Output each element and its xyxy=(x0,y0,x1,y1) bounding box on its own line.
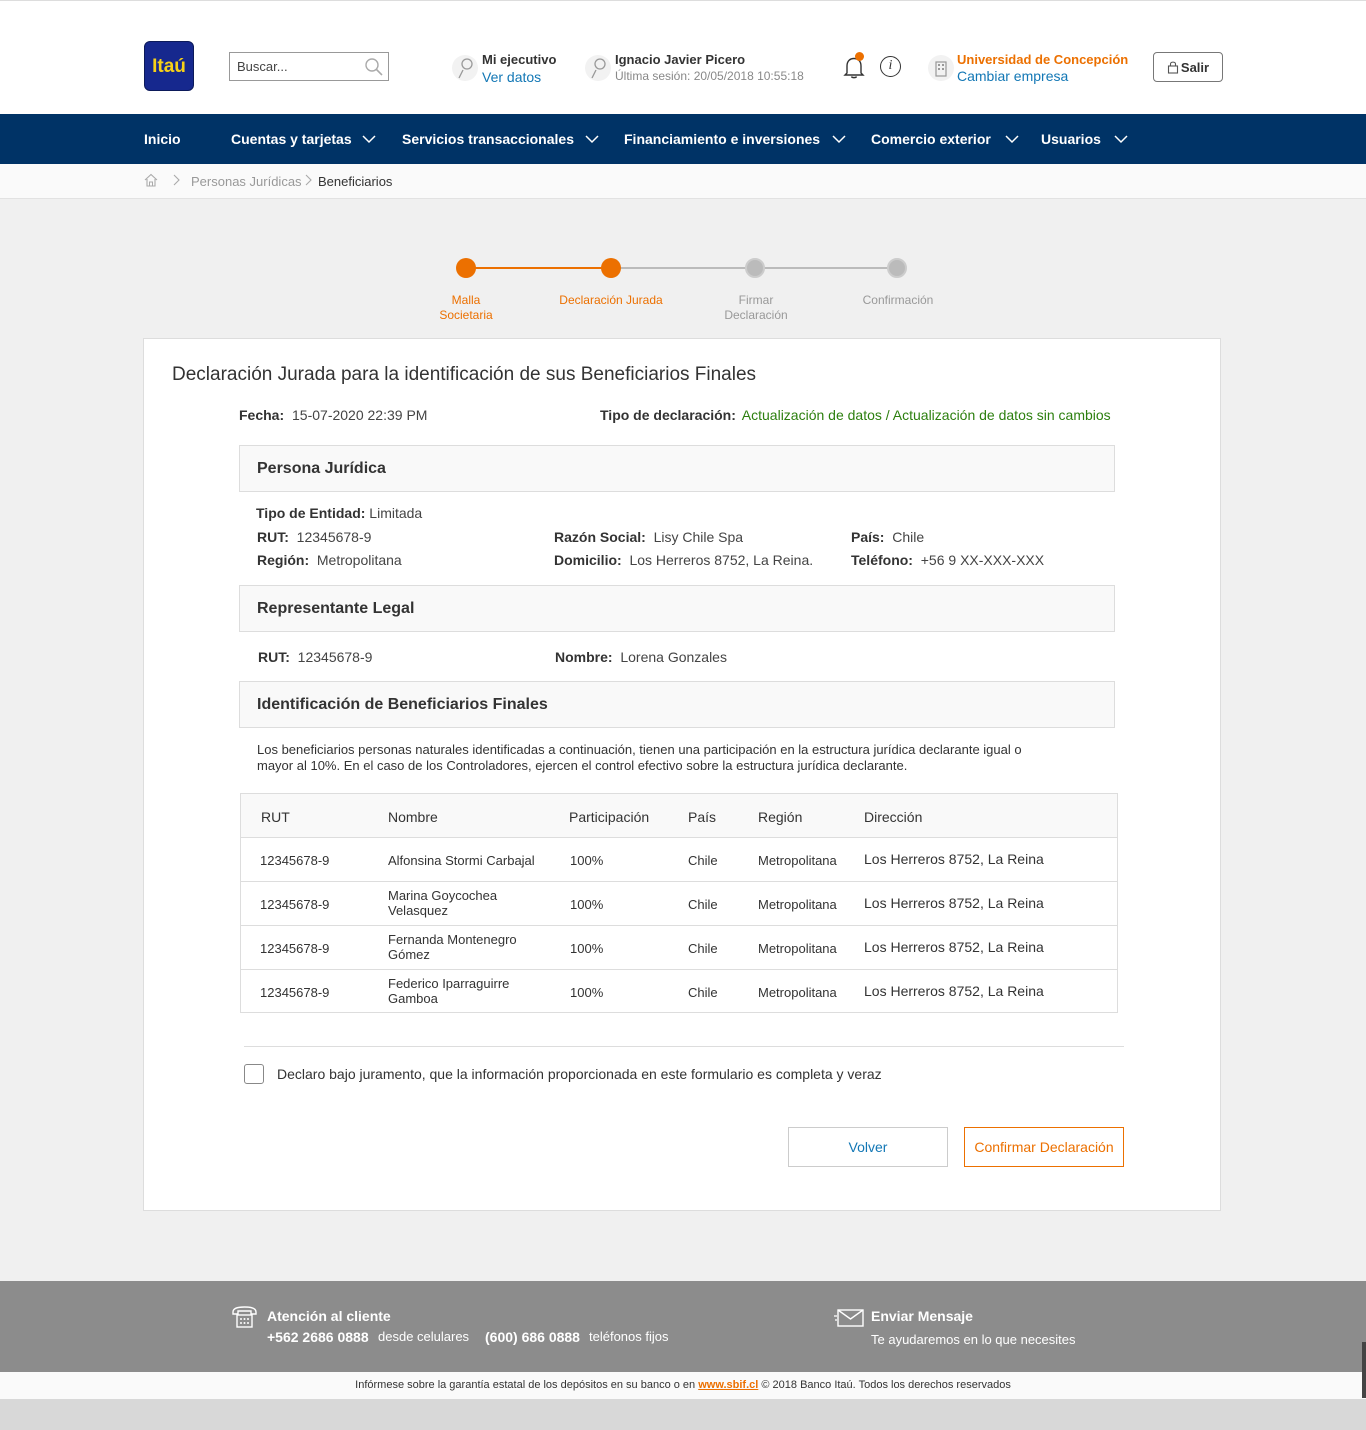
rep-rut-value: 12345678-9 xyxy=(297,649,373,665)
nav-cuentas[interactable] xyxy=(231,114,352,164)
divider xyxy=(244,1046,1124,1047)
razon-social-label: Razón Social: xyxy=(554,529,646,545)
main-nav xyxy=(0,114,1366,164)
last-session: Última sesión: 20/05/2018 10:55:18 xyxy=(615,69,804,83)
cell-participacion: 100% xyxy=(570,941,604,956)
message-title[interactable]: Enviar Mensaje xyxy=(871,1308,973,1324)
scrollbar[interactable] xyxy=(1362,1342,1366,1398)
nav-usuarios-label: Usuarios xyxy=(1041,131,1101,147)
step-label-2: Declaración Jurada xyxy=(559,293,663,307)
cell-direccion: Los Herreros 8752, La Reina xyxy=(864,983,1044,999)
chevron-right-icon xyxy=(305,173,313,190)
chevron-down-icon xyxy=(362,134,376,144)
col-participacion: Participación xyxy=(569,809,650,825)
declaration-checkbox[interactable] xyxy=(244,1064,264,1084)
cell-nombre: Fernanda Montenegro Gómez xyxy=(388,932,517,962)
user-icon xyxy=(584,54,612,87)
rep-nombre-value: Lorena Gonzales xyxy=(620,649,727,665)
section-beneficiarios: Identificación de Beneficiarios Finales xyxy=(239,681,1115,728)
footer xyxy=(0,1281,1366,1372)
col-direccion: Dirección xyxy=(864,809,923,825)
cell-participacion: 100% xyxy=(570,853,604,868)
company-name: Universidad de Concepción xyxy=(957,52,1129,67)
rep-nombre-label: Nombre: xyxy=(555,649,613,665)
section-persona-juridica: Persona Jurídica xyxy=(239,445,1115,492)
razon-social-value: Lisy Chile Spa xyxy=(653,529,744,545)
logout-button[interactable] xyxy=(1153,52,1223,82)
cell-region: Metropolitana xyxy=(758,897,837,912)
phone-icon xyxy=(231,1305,258,1334)
legal-bar xyxy=(0,1372,1366,1399)
table-row xyxy=(241,838,1117,882)
nav-financiamiento[interactable] xyxy=(624,114,820,164)
back-button[interactable]: Volver xyxy=(788,1127,948,1167)
cell-region: Metropolitana xyxy=(758,985,837,1000)
col-nombre: Nombre xyxy=(388,809,438,825)
company-icon xyxy=(927,54,955,87)
cell-pais: Chile xyxy=(688,985,718,1000)
cell-nombre: Marina Goycochea Velasquez xyxy=(388,888,498,918)
nav-servicios-label: Servicios transaccionales xyxy=(402,131,574,147)
search-box[interactable] xyxy=(229,52,389,81)
section-representante-legal: Representante Legal xyxy=(239,585,1115,632)
col-region: Región xyxy=(758,809,803,825)
chevron-down-icon xyxy=(585,134,599,144)
notification-dot xyxy=(855,52,864,61)
table-row xyxy=(241,882,1117,926)
domicilio-label: Domicilio: xyxy=(554,552,622,568)
message-subtitle: Te ayudaremos en lo que necesites xyxy=(871,1332,1076,1347)
sbif-link[interactable]: www.sbif.cl xyxy=(698,1379,759,1391)
envelope-icon[interactable] xyxy=(834,1308,865,1333)
breadcrumb-beneficiarios: Beneficiarios xyxy=(318,174,393,189)
legal-text-after: © 2018 Banco Itaú. Todos los derechos reservados xyxy=(761,1379,1011,1391)
nav-comercio-label: Comercio exterior xyxy=(871,131,991,147)
step-dot-2 xyxy=(601,258,621,278)
telefono-label: Teléfono: xyxy=(851,552,913,568)
executive-title: Mi ejecutivo xyxy=(482,52,557,67)
table-row xyxy=(241,970,1117,1014)
chevron-right-icon xyxy=(173,173,181,190)
search-input[interactable] xyxy=(237,59,362,74)
cell-pais: Chile xyxy=(688,897,718,912)
col-pais: País xyxy=(688,809,717,825)
region-value: Metropolitana xyxy=(316,552,402,568)
tipo-declaracion-label: Tipo de declaración: xyxy=(600,407,736,423)
cell-rut: 12345678-9 xyxy=(260,941,330,956)
beneficiarios-description: Los beneficiarios personas naturales identificadas a continuación, tienen una participación en la estructura jurídica declarante igual o mayor al 10%. En el caso de los Controladores, ejercen el control efectivo sobre la estructura jurídica declarante. xyxy=(257,742,1022,773)
confirm-declaration-button[interactable]: Confirmar Declaración xyxy=(964,1127,1124,1167)
itau-logo[interactable]: Itaú xyxy=(144,41,194,91)
step-dot-4 xyxy=(887,258,907,278)
cell-nombre: Federico Iparraguirre Gamboa xyxy=(388,976,510,1006)
executive-view-link[interactable]: Ver datos xyxy=(482,69,542,85)
tipo-entidad-label: Tipo de Entidad: xyxy=(256,505,366,521)
lock-icon xyxy=(1167,60,1179,74)
page-title: Declaración Jurada para la identificación de sus Beneficiarios Finales xyxy=(172,364,757,385)
pais-label: País: xyxy=(851,529,885,545)
beneficiarios-table xyxy=(240,793,1118,1013)
cell-pais: Chile xyxy=(688,853,718,868)
domicilio-value: Los Herreros 8752, La Reina. xyxy=(629,552,814,568)
cell-participacion: 100% xyxy=(570,985,604,1000)
change-company-link[interactable]: Cambiar empresa xyxy=(957,68,1069,84)
pais-value: Chile xyxy=(892,529,925,545)
step-dot-3 xyxy=(745,258,765,278)
cell-participacion: 100% xyxy=(570,897,604,912)
breadcrumb xyxy=(0,164,1366,199)
step-line-done xyxy=(475,267,611,269)
nav-inicio[interactable]: Inicio xyxy=(144,131,181,147)
nav-financiamiento-label: Financiamiento e inversiones xyxy=(624,131,821,147)
fecha-value: 15-07-2020 22:39 PM xyxy=(292,407,428,423)
cell-direccion: Los Herreros 8752, La Reina xyxy=(864,851,1044,867)
home-icon[interactable] xyxy=(144,173,158,190)
phone-mobile-note: desde celulares xyxy=(378,1329,470,1344)
telefono-value: +56 9 XX-XXX-XXX xyxy=(920,552,1045,568)
support-title: Atención al cliente xyxy=(267,1308,391,1324)
step-label-1: Malla Societaria xyxy=(439,293,493,322)
phone-fixed[interactable]: (600) 686 0888 xyxy=(485,1329,580,1345)
nav-comercio[interactable] xyxy=(871,114,991,164)
user-name: Ignacio Javier Picero xyxy=(615,52,746,67)
step-dot-1 xyxy=(456,258,476,278)
declaration-checkbox-label[interactable]: Declaro bajo juramento, que la información proporcionada en este formulario es completa y veraz xyxy=(277,1066,882,1082)
step-label-4: Confirmación xyxy=(862,293,934,307)
legal-text-before: Infórmese sobre la garantía estatal de los depósitos en su banco o en xyxy=(355,1379,696,1391)
cell-rut: 12345678-9 xyxy=(260,853,330,868)
cell-pais: Chile xyxy=(688,941,718,956)
table-header xyxy=(241,794,1117,838)
top-header xyxy=(0,0,1366,114)
info-icon[interactable]: i xyxy=(880,56,901,77)
chevron-down-icon xyxy=(1114,134,1128,144)
phone-mobile[interactable]: +562 2686 0888 xyxy=(267,1329,369,1345)
cell-nombre: Alfonsina Stormi Carbajal xyxy=(388,853,535,868)
tipo-declaracion-value: Actualización de datos / Actualización de datos sin cambios xyxy=(741,407,1111,423)
step-label-3: Firmar Declaración xyxy=(724,293,788,322)
page-bottom xyxy=(0,1399,1366,1430)
cell-rut: 12345678-9 xyxy=(260,985,330,1000)
region-label: Región: xyxy=(257,552,310,568)
table-row xyxy=(241,926,1117,970)
nav-usuarios[interactable] xyxy=(1041,114,1101,164)
nav-cuentas-label: Cuentas y tarjetas xyxy=(231,131,352,147)
cell-rut: 12345678-9 xyxy=(260,897,330,912)
cell-direccion: Los Herreros 8752, La Reina xyxy=(864,895,1044,911)
breadcrumb-personas[interactable]: Personas Jurídicas xyxy=(191,174,302,189)
rut-label: RUT: xyxy=(257,529,289,545)
nav-servicios[interactable] xyxy=(402,114,574,164)
tipo-entidad-value: Limitada xyxy=(369,505,423,521)
phone-fixed-note: teléfonos fijos xyxy=(589,1329,669,1344)
logout-label: Salir xyxy=(1180,59,1210,75)
fecha-label: Fecha: xyxy=(239,407,285,423)
chevron-down-icon xyxy=(832,134,846,144)
rep-rut-label: RUT: xyxy=(258,649,290,665)
cell-region: Metropolitana xyxy=(758,941,837,956)
rut-value: 12345678-9 xyxy=(296,529,372,545)
search-icon[interactable] xyxy=(364,57,384,82)
cell-region: Metropolitana xyxy=(758,853,837,868)
col-rut: RUT xyxy=(261,809,290,825)
chevron-down-icon xyxy=(1005,134,1019,144)
cell-direccion: Los Herreros 8752, La Reina xyxy=(864,939,1044,955)
executive-icon xyxy=(451,54,479,87)
